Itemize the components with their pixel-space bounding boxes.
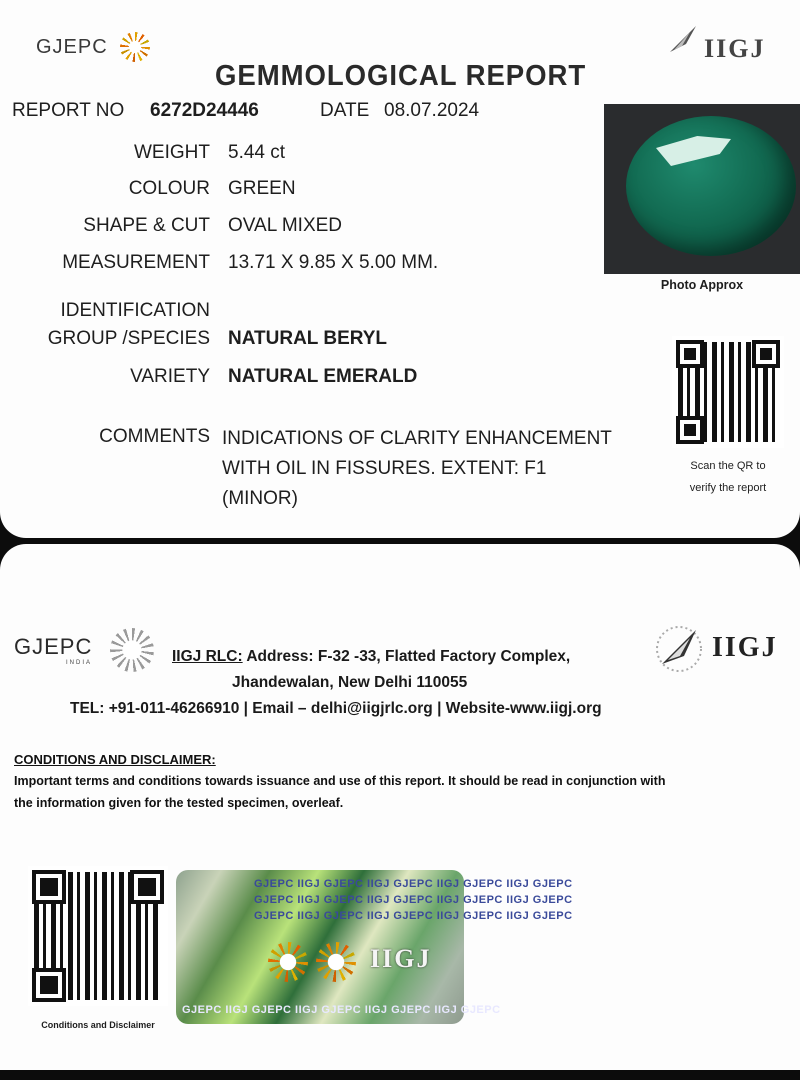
address-label: IIGJ RLC:: [172, 648, 243, 665]
security-hologram: [176, 870, 573, 1024]
comments-label: COMMENTS: [99, 426, 210, 447]
hologram-strip-3: GJEPC IIGJ GJEPC IIGJ GJEPC IIGJ GJEPC IIGJ GJEPC: [254, 910, 573, 922]
qr-caption-line-2: verify the report: [689, 482, 767, 494]
variety-label: VARIETY: [130, 366, 210, 387]
conditions-line-2: the information given for the tested specimen, overleaf.: [14, 796, 344, 810]
report-no-value: 6272D24446: [150, 100, 259, 121]
gjepc-logo: GJEPC: [36, 30, 176, 80]
variety-value: NATURAL EMERALD: [228, 366, 418, 387]
photo-caption: Photo Approx: [660, 278, 744, 292]
weight-label: WEIGHT: [134, 142, 210, 163]
colour-value: GREEN: [228, 178, 296, 199]
iigj-logo-back: IIGJ: [652, 620, 800, 690]
identification-label: IDENTIFICATION: [60, 300, 210, 321]
hologram-strip-bottom: GJEPC IIGJ GJEPC IIGJ GJEPC IIGJ GJEPC IIGJ GJEPC: [182, 1004, 501, 1016]
qr-caption-line-1: Scan the QR to: [690, 460, 766, 472]
address-line-1: [172, 648, 570, 666]
report-front-card: [0, 0, 800, 538]
report-title: GEMMOLOGICAL REPORT: [215, 60, 587, 92]
hologram-sun-icon-2: [316, 942, 356, 982]
verify-qr-code[interactable]: [672, 336, 784, 448]
report-no-label: REPORT NO: [12, 100, 125, 121]
measurement-value: 13.71 X 9.85 X 5.00 MM.: [228, 252, 439, 273]
comments-line-1: INDICATIONS OF CLARITY ENHANCEMENT: [222, 428, 612, 449]
date-label: DATE: [320, 100, 370, 121]
hologram-sun-icon: [268, 942, 308, 982]
group-species-label: GROUP /SPECIES: [47, 328, 210, 349]
gjepc-sun-icon: [120, 32, 150, 62]
shape-cut-value: OVAL MIXED: [228, 215, 343, 236]
group-species-value: NATURAL BERYL: [228, 328, 388, 349]
shape-cut-label: SHAPE & CUT: [83, 215, 210, 236]
gem-reflection: [656, 136, 731, 166]
iigj-emblem-icon: [654, 624, 704, 674]
weight-value: 5.44 ct: [228, 142, 286, 163]
gjepc-logo-back: GJEPC INDIA: [14, 628, 164, 688]
qr-caption-back: Conditions and Disclaimer: [41, 1020, 155, 1030]
iigj-emblem-icon: [668, 24, 698, 54]
conditions-line-1: Important terms and conditions towards issuance and use of this report. It should be read in conjunction with: [14, 774, 666, 788]
gjepc-sun-icon: [110, 628, 154, 672]
conditions-title: CONDITIONS AND DISCLAIMER:: [14, 752, 216, 767]
hologram-strip-2: GJEPC IIGJ GJEPC IIGJ GJEPC IIGJ GJEPC IIGJ GJEPC: [254, 894, 573, 906]
report-back-card: [0, 544, 800, 1070]
date-value: 08.07.2024: [384, 100, 480, 121]
address-line-2: Jhandewalan, New Delhi 110055: [232, 674, 468, 691]
emerald-gem-image: [626, 116, 796, 256]
hologram-logo: IIGJ: [370, 944, 432, 973]
address-text: Address: F-32 -33, Flatted Factory Complex,: [246, 648, 571, 665]
measurement-label: MEASUREMENT: [62, 252, 210, 273]
comments-line-2: WITH OIL IN FISSURES. EXTENT: F1: [222, 458, 547, 479]
contact-line: TEL: +91-011-46266910 | Email – delhi@iigjrlc.org | Website-www.iigj.org: [70, 700, 602, 717]
colour-label: COLOUR: [128, 178, 210, 199]
gem-photo: [604, 104, 800, 274]
iigj-logo: IIGJ: [664, 20, 784, 80]
conditions-qr-code[interactable]: [28, 866, 168, 1006]
hologram-strip-1: GJEPC IIGJ GJEPC IIGJ GJEPC IIGJ GJEPC IIGJ GJEPC: [254, 878, 573, 890]
comments-line-3: (MINOR): [222, 488, 298, 509]
